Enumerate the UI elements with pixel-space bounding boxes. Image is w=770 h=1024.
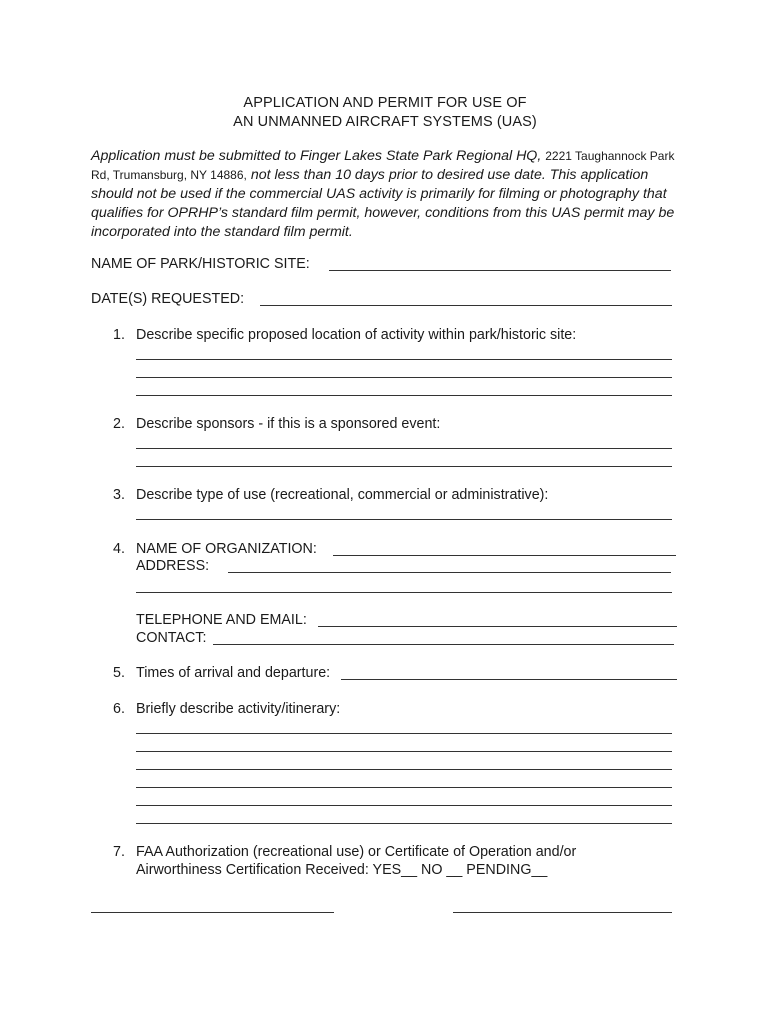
instructions-part-1: Application must be submitted to Finger Lakes State Park Regional HQ, [91, 148, 546, 164]
activity-answer-line-3[interactable] [136, 769, 672, 770]
question-3-use-type-label: Describe type of use (recreational, commercial or administrative): [136, 487, 549, 503]
activity-answer-line-1[interactable] [136, 733, 672, 734]
times-field[interactable] [341, 679, 677, 680]
location-answer-line-1[interactable] [136, 359, 672, 360]
contact-field[interactable] [213, 644, 674, 645]
question-1-location-label: Describe specific proposed location of activity within park/historic site: [136, 327, 577, 343]
use-type-answer-line[interactable] [136, 519, 672, 520]
activity-answer-line-5[interactable] [136, 805, 672, 806]
question-5-times-label: Times of arrival and departure: [136, 665, 331, 681]
park-name-label: NAME OF PARK/HISTORIC SITE: [91, 256, 310, 272]
organization-name-field[interactable] [333, 555, 676, 556]
dates-requested-label: DATE(S) REQUESTED: [91, 291, 245, 307]
question-4-number: 4. [113, 541, 125, 557]
activity-answer-line-6[interactable] [136, 823, 672, 824]
instructions-paragraph [91, 147, 691, 242]
instructions-part-2: not less than 10 days prior to desired use date. This application should not be used if the commercial UAS activity is primarily for filming or photography that qualifies for OPRHP’s standard film permit, however, conditions from this UAS permit may be incorporated into the standard film permit. [91, 167, 675, 240]
question-7-faa-label: FAA Authorization (recreational use) or Certificate of Operation and/or [136, 844, 577, 860]
faa-certification-options[interactable]: Airworthiness Certification Received: YES__ NO __ PENDING__ [136, 862, 548, 878]
organization-name-label: NAME OF ORGANIZATION: [136, 541, 317, 557]
location-answer-line-3[interactable] [136, 395, 672, 396]
address-field-line-2[interactable] [136, 592, 672, 593]
signature-line-right[interactable] [453, 912, 672, 913]
form-title-line-1: APPLICATION AND PERMIT FOR USE OF [243, 95, 527, 111]
sponsors-answer-line-1[interactable] [136, 448, 672, 449]
form-title-line-2: AN UNMANNED AIRCRAFT SYSTEMS (UAS) [233, 114, 537, 130]
address-label: ADDRESS: [136, 558, 210, 574]
activity-answer-line-2[interactable] [136, 751, 672, 752]
telephone-email-label: TELEPHONE AND EMAIL: [136, 612, 307, 628]
question-1-number: 1. [113, 327, 125, 343]
signature-line-left[interactable] [91, 912, 334, 913]
question-5-number: 5. [113, 665, 125, 681]
question-2-sponsors-label: Describe sponsors - if this is a sponsored event: [136, 416, 441, 432]
regional-hq-address: 2221 Taughannock Park Rd, Trumansburg, NY 14886, [91, 149, 675, 182]
sponsors-answer-line-2[interactable] [136, 466, 672, 467]
park-name-field[interactable] [329, 270, 671, 271]
dates-requested-field[interactable] [260, 305, 672, 306]
location-answer-line-2[interactable] [136, 377, 672, 378]
address-field-line-1[interactable] [228, 572, 671, 573]
question-7-number: 7. [113, 844, 125, 860]
activity-answer-line-4[interactable] [136, 787, 672, 788]
contact-label: CONTACT: [136, 630, 207, 646]
question-3-number: 3. [113, 487, 125, 503]
question-2-number: 2. [113, 416, 125, 432]
question-6-number: 6. [113, 701, 125, 717]
question-6-activity-label: Briefly describe activity/itinerary: [136, 701, 341, 717]
telephone-email-field[interactable] [318, 626, 677, 627]
